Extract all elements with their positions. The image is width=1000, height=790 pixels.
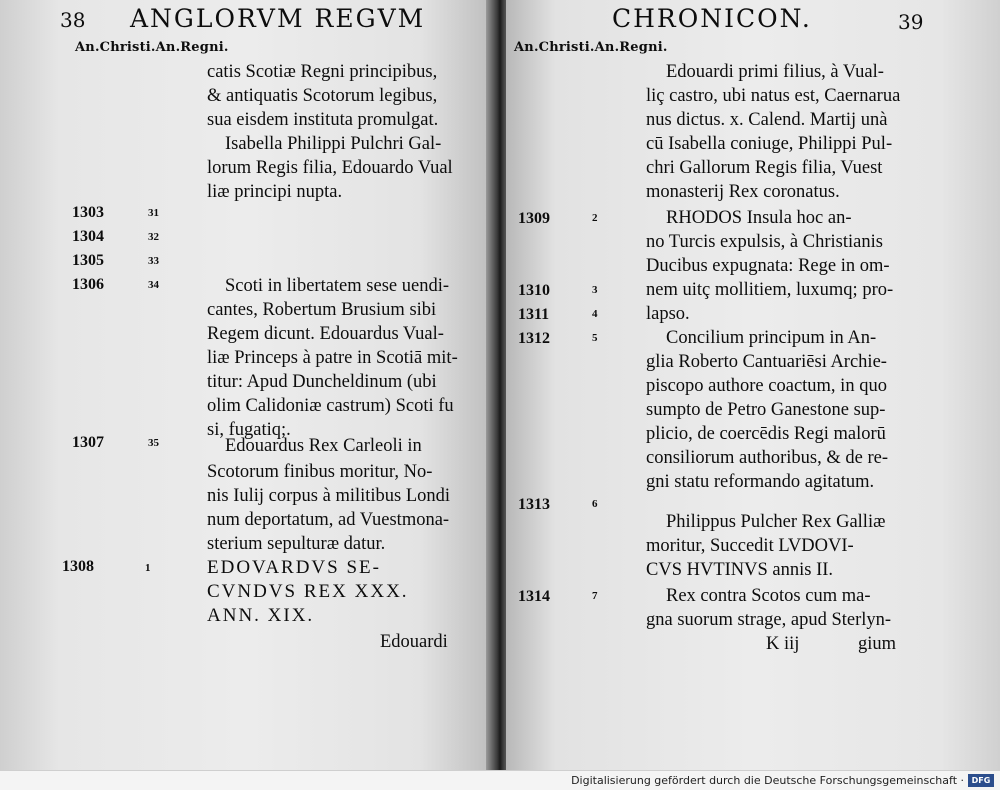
footer-credit-text: Digitalisierung gefördert durch die Deutsche Forschungsgemeinschaft · xyxy=(571,774,964,787)
text-line: nis Iulij corpus à militibus Londi xyxy=(207,486,451,506)
text-line: sua eisdem instituta promulgat. xyxy=(207,110,439,130)
text-line: nem uitç mollitiem, luxumq; pro- xyxy=(646,280,894,300)
text-line: cantes, Robertum Brusium sibi xyxy=(207,300,437,320)
text-line: Regem dicunt. Edouardus Vual- xyxy=(207,324,444,344)
text-line: glia Roberto Cantuariēsi Archie- xyxy=(646,352,887,372)
text-line: gna suorum strage, apud Sterlyn- xyxy=(646,610,892,630)
reign-heading-line: EDOVARDVS SE- xyxy=(207,557,381,578)
year-anno-christi: 1309 xyxy=(518,210,550,227)
text-line: RHODOS Insula hoc an- xyxy=(666,208,852,228)
dfg-logo: DFG xyxy=(968,774,994,787)
text-line: liç castro, ubi natus est, Caernarua xyxy=(646,86,901,106)
year-anno-regni: 3 xyxy=(592,284,598,296)
year-anno-regni: 32 xyxy=(148,231,159,243)
year-anno-christi: 1312 xyxy=(518,330,550,347)
year-anno-regni: 5 xyxy=(592,332,598,344)
left-column-header: An.Christi.An.Regni. xyxy=(75,40,229,55)
year-anno-christi: 1306 xyxy=(72,276,104,293)
text-line: titur: Apud Duncheldinum (ubi xyxy=(207,372,437,392)
text-line: sterium sepulturæ datur. xyxy=(207,534,386,554)
text-line: olim Calidoniæ castrum) Scoti fu xyxy=(207,396,454,416)
right-page-number: 39 xyxy=(898,10,924,34)
signature-mark: K iij xyxy=(766,634,800,654)
text-line: Scotorum finibus moritur, No- xyxy=(207,462,433,482)
year-anno-christi: 1304 xyxy=(72,228,104,245)
text-line: Scoti in libertatem sese uendi- xyxy=(225,276,449,296)
year-anno-regni: 6 xyxy=(592,498,598,510)
text-line: chri Gallorum Regis filia, Vuest xyxy=(646,158,883,178)
text-line: & antiquatis Scotorum legibus, xyxy=(207,86,438,106)
text-line: Concilium principum in An- xyxy=(666,328,877,348)
year-anno-regni: 31 xyxy=(148,207,159,219)
year-anno-christi: 1307 xyxy=(72,434,104,451)
year-anno-christi: 1308 xyxy=(62,558,94,575)
year-anno-christi: 1305 xyxy=(72,252,104,269)
left-page-number: 38 xyxy=(60,8,86,32)
catchword: gium xyxy=(858,634,897,654)
text-line: monasterij Rex coronatus. xyxy=(646,182,840,202)
digitization-footer xyxy=(0,770,1000,790)
year-anno-regni: 7 xyxy=(592,590,598,602)
text-line: Ducibus expugnata: Rege in om- xyxy=(646,256,890,276)
year-anno-christi: 1311 xyxy=(518,306,550,323)
text-line: piscopo authore coactum, in quo xyxy=(646,376,887,396)
year-anno-regni: 1 xyxy=(145,562,151,574)
text-line: si, fugatiq;. xyxy=(207,420,291,440)
text-line: lapso. xyxy=(646,304,690,324)
text-line: lorum Regis filia, Edouardo Vual xyxy=(207,158,453,178)
right-column-header: An.Christi.An.Regni. xyxy=(514,40,668,55)
text-line: Edouardus Rex Carleoli in xyxy=(225,436,422,456)
year-anno-christi: 1310 xyxy=(518,282,550,299)
text-line: gni statu reformando agitatum. xyxy=(646,472,875,492)
right-running-head: CHRONICON. xyxy=(612,4,812,33)
reign-heading-line: CVNDVS REX XXX. xyxy=(207,581,409,602)
text-line: sumpto de Petro Ganestone sup- xyxy=(646,400,886,420)
text-line: nus dictus. x. Calend. Martij unà xyxy=(646,110,888,130)
text-line: consiliorum authoribus, & de re- xyxy=(646,448,888,468)
year-anno-christi: 1313 xyxy=(518,496,550,513)
year-anno-regni: 4 xyxy=(592,308,598,320)
reign-heading-line: ANN. XIX. xyxy=(207,605,315,626)
text-line: Edouardi primi filius, à Vual- xyxy=(666,62,884,82)
text-line: catis Scotiæ Regni principibus, xyxy=(207,62,438,82)
text-line: no Turcis expulsis, à Christianis xyxy=(646,232,883,252)
text-line: liæ Princeps à patre in Scotiā mit- xyxy=(207,348,458,368)
catchword: Edouardi xyxy=(380,632,448,652)
text-line: plicio, de coercēdis Regi malorū xyxy=(646,424,886,444)
text-line: Isabella Philippi Pulchri Gal- xyxy=(225,134,442,154)
year-anno-regni: 33 xyxy=(148,255,159,267)
right-page xyxy=(506,0,1000,770)
text-line: CVS HVTINVS annis II. xyxy=(646,560,834,580)
text-line: Philippus Pulcher Rex Galliæ xyxy=(666,512,886,532)
year-anno-christi: 1314 xyxy=(518,588,550,605)
text-line: cū Isabella coniuge, Philippi Pul- xyxy=(646,134,893,154)
text-line: num deportatum, ad Vuestmona- xyxy=(207,510,450,530)
text-line: Rex contra Scotos cum ma- xyxy=(666,586,871,606)
year-anno-regni: 35 xyxy=(148,437,159,449)
year-anno-regni: 2 xyxy=(592,212,598,224)
year-anno-christi: 1303 xyxy=(72,204,104,221)
left-running-head: ANGLORVM REGVM xyxy=(130,4,426,33)
text-line: liæ principi nupta. xyxy=(207,182,343,202)
left-page xyxy=(0,0,494,770)
text-line: moritur, Succedit LVDOVI- xyxy=(646,536,854,556)
year-anno-regni: 34 xyxy=(148,279,159,291)
